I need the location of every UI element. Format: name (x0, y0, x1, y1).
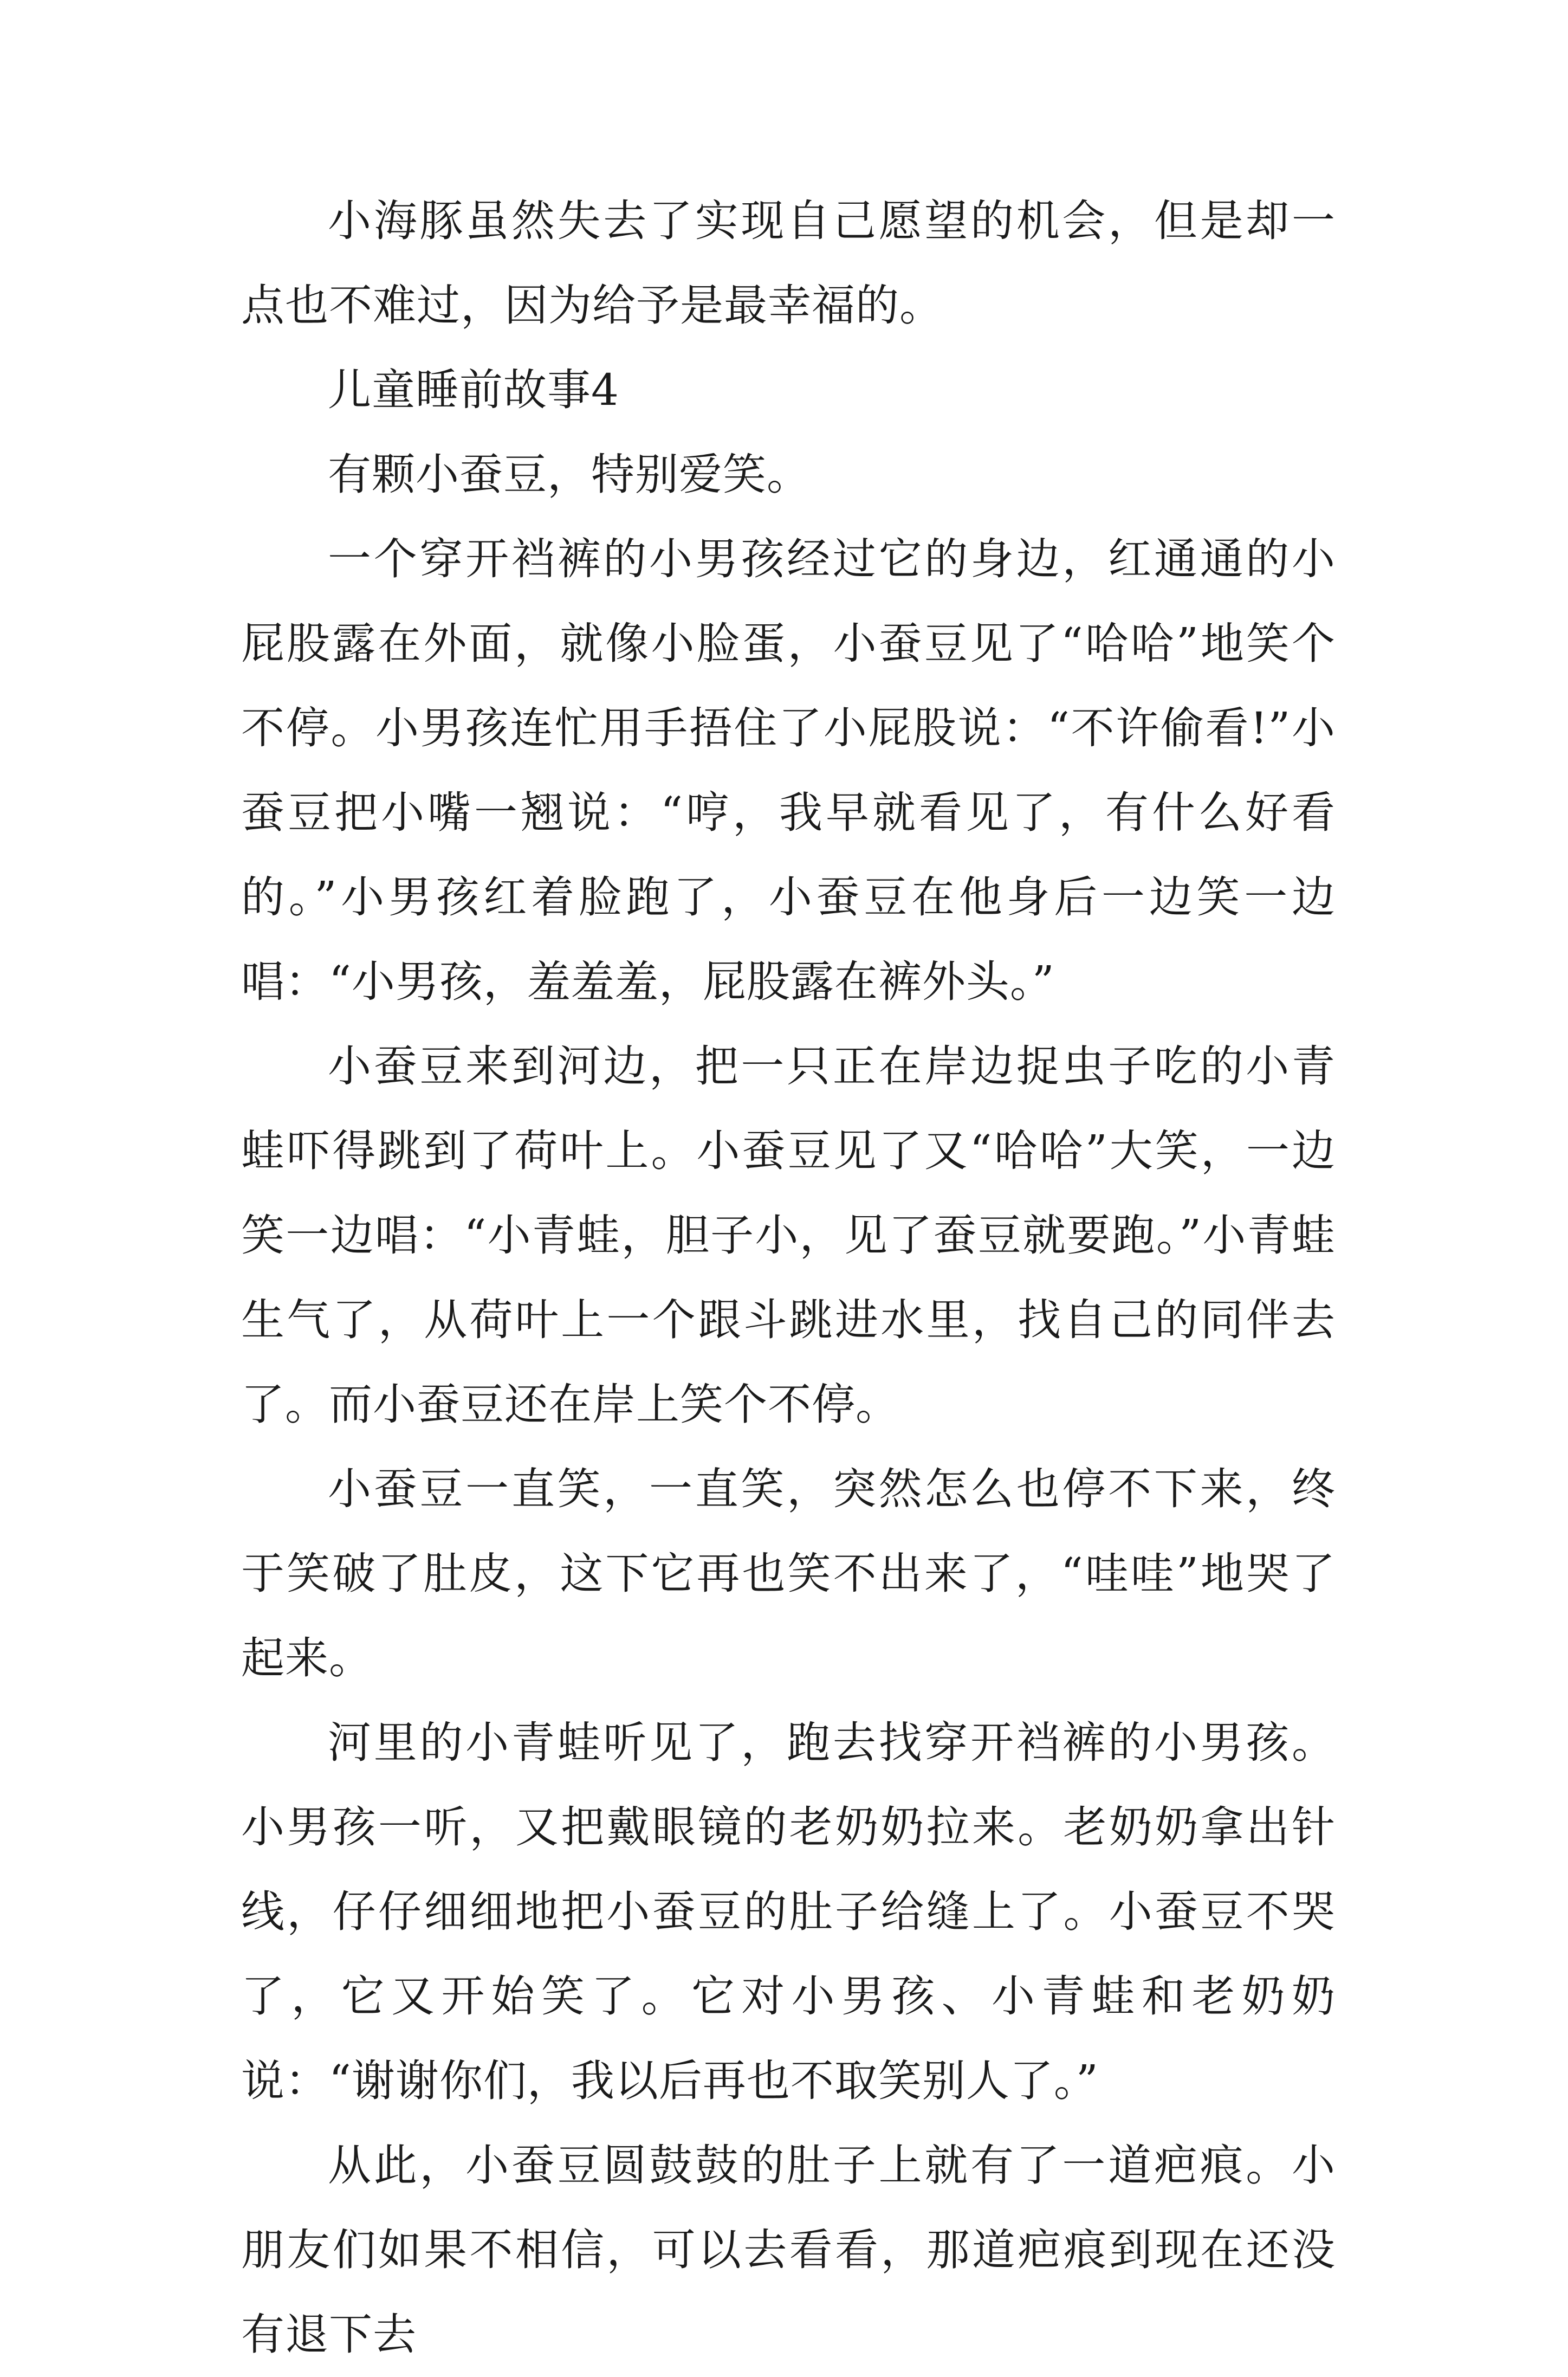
document-page (241, 179, 1336, 2377)
paragraph-dolphin-ending: 小海豚虽然失去了实现自己愿望的机会，但是却一点也不难过，因为给予是最幸福的。 (241, 196, 1336, 331)
paragraph-intro: 有颗小蚕豆，特别爱笑。 (328, 449, 811, 500)
paragraph-scar: 从此，小蚕豆圆鼓鼓的肚子上就有了一道疤痕。小朋友们如果不相信，可以去看看，那道疤痕到现在还没有退下去 (241, 2140, 1336, 2360)
paragraph-grandma-sews: 河里的小青蛙听见了，跑去找穿开裆裤的小男孩。小男孩一听，又把戴眼镜的老奶奶拉来。老奶奶拿出针线，仔仔细细地把小蚕豆的肚子给缝上了。小蚕豆不哭了，它又开始笑了。它对小男孩、小青蛙和老奶奶说：“谢谢你们，我以后再也不取笑别人了。” (241, 1717, 1336, 2106)
section-heading: 儿童睡前故事4 (328, 365, 619, 415)
paragraph-boy: 一个穿开裆裤的小男孩经过它的身边，红通通的小屁股露在外面，就像小脸蛋，小蚕豆见了“哈哈”地笑个不停。小男孩连忙用手捂住了小屁股说：“不许偷看!”小蚕豆把小嘴一翘说：“哼，我早就看见了，有什么好看的。”小男孩红着脸跑了，小蚕豆在他身后一边笑一边唱：“小男孩，羞羞羞，屁股露在裤外头。” (241, 534, 1336, 1007)
paragraph-belly-burst: 小蚕豆一直笑，一直笑，突然怎么也停不下来，终于笑破了肚皮，这下它再也笑不出来了，“哇哇”地哭了起来。 (241, 1464, 1336, 1683)
paragraph-frog: 小蚕豆来到河边，把一只正在岸边捉虫子吃的小青蛙吓得跳到了荷叶上。小蚕豆见了又“哈哈”大笑，一边笑一边唱：“小青蛙，胆子小，见了蚕豆就要跑。”小青蛙生气了，从荷叶上一个跟斗跳进水里，找自己的同伴去了。而小蚕豆还在岸上笑个不停。 (241, 1041, 1336, 1430)
